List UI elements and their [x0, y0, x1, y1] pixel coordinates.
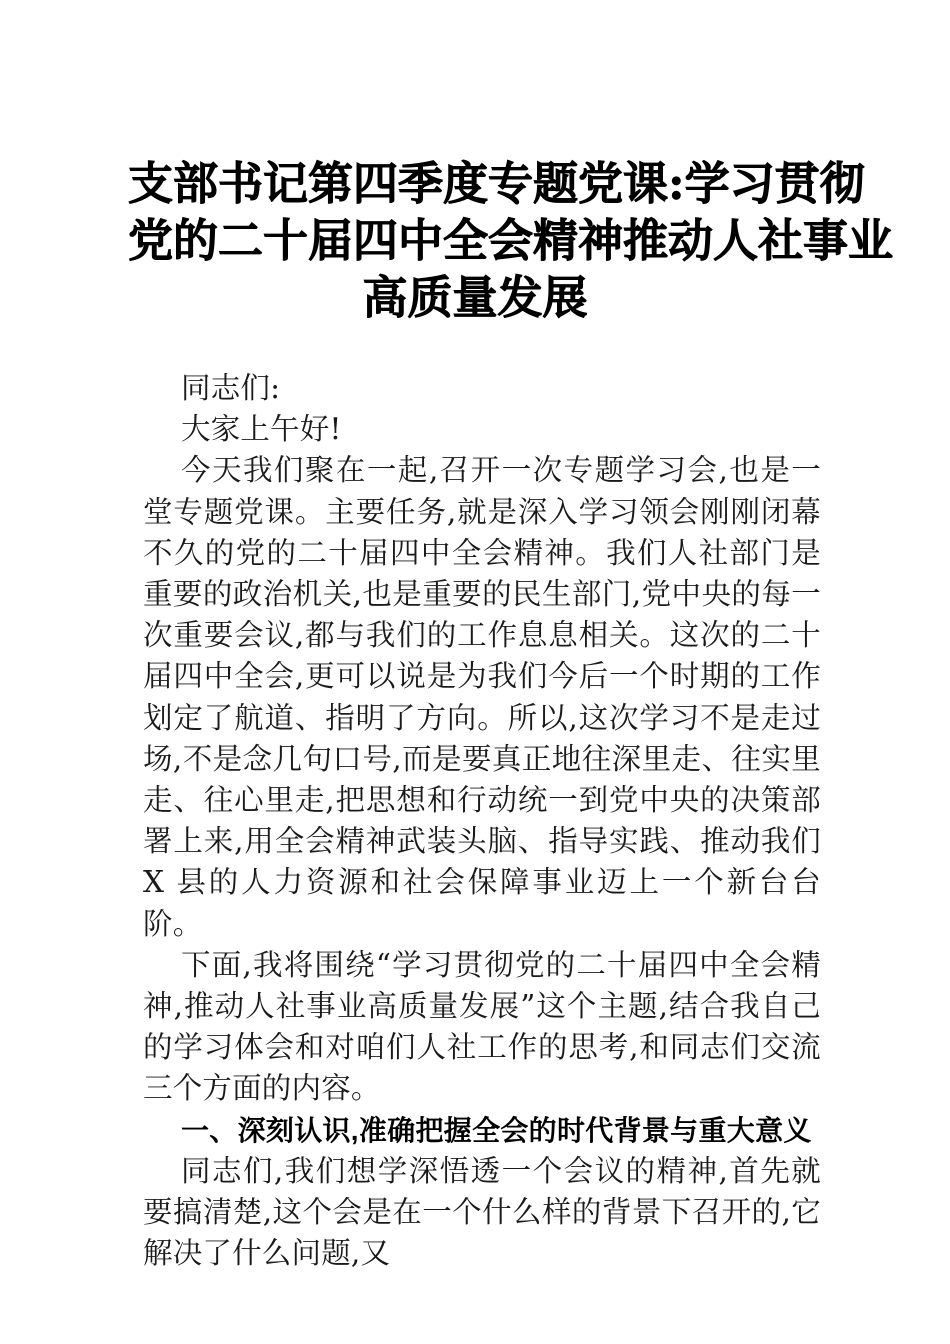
document-title-line-2: 党的二十届四中全会精神推动人社事业 [128, 214, 894, 267]
section-heading-1: 一、深刻认识,准确把握全会的时代背景与重大意义 [181, 1114, 812, 1146]
greeting-paragraph: 大家上午好! [181, 412, 342, 447]
document-title-line-1: 支部书记第四季度专题党课:学习贯彻 [128, 157, 865, 210]
body-paragraph-1: 今天我们聚在一起,召开一次专题学习会,也是一堂专题党课。主要任务,就是深入学习领会刚刚闭幕不久的党的二十届四中全会精神。我们人社部门是重要的政治机关,也是重要的民生部门,党中央的每一次重要会议,都与我们的工作息息相关。这次的二十届四中全会,更可以说是为我们今后一个时期的工作划定了航道、指明了方向。所以,这次学习不是走过场,不是念几句口号,而是要真正地往深里走、往实里走、往心里走,把思想和行动统一到党中央的决策部署上来,用全会精神武装头脑、指导实践、推动我们 X 县的人力资源和社会保障事业迈上一个新台台阶。 [143, 453, 821, 941]
document-title [128, 155, 894, 326]
document-body [143, 368, 821, 1274]
document-title-line-3: 高质量发展 [362, 271, 588, 324]
salutation-paragraph: 同志们: [181, 371, 281, 405]
body-paragraph-2: 下面,我将围绕“学习贯彻党的二十届四中全会精神,推动人社事业高质量发展”这个主题,结合我自己的学习体会和对咱们人社工作的思考,和同志们交流三个方面的内容。 [143, 947, 821, 1106]
body-paragraph-3: 同志们,我们想学深悟透一个会议的精神,首先就要搞清楚,这个会是在一个什么样的背景下召开的,它解决了什么问题,又 [143, 1153, 821, 1271]
